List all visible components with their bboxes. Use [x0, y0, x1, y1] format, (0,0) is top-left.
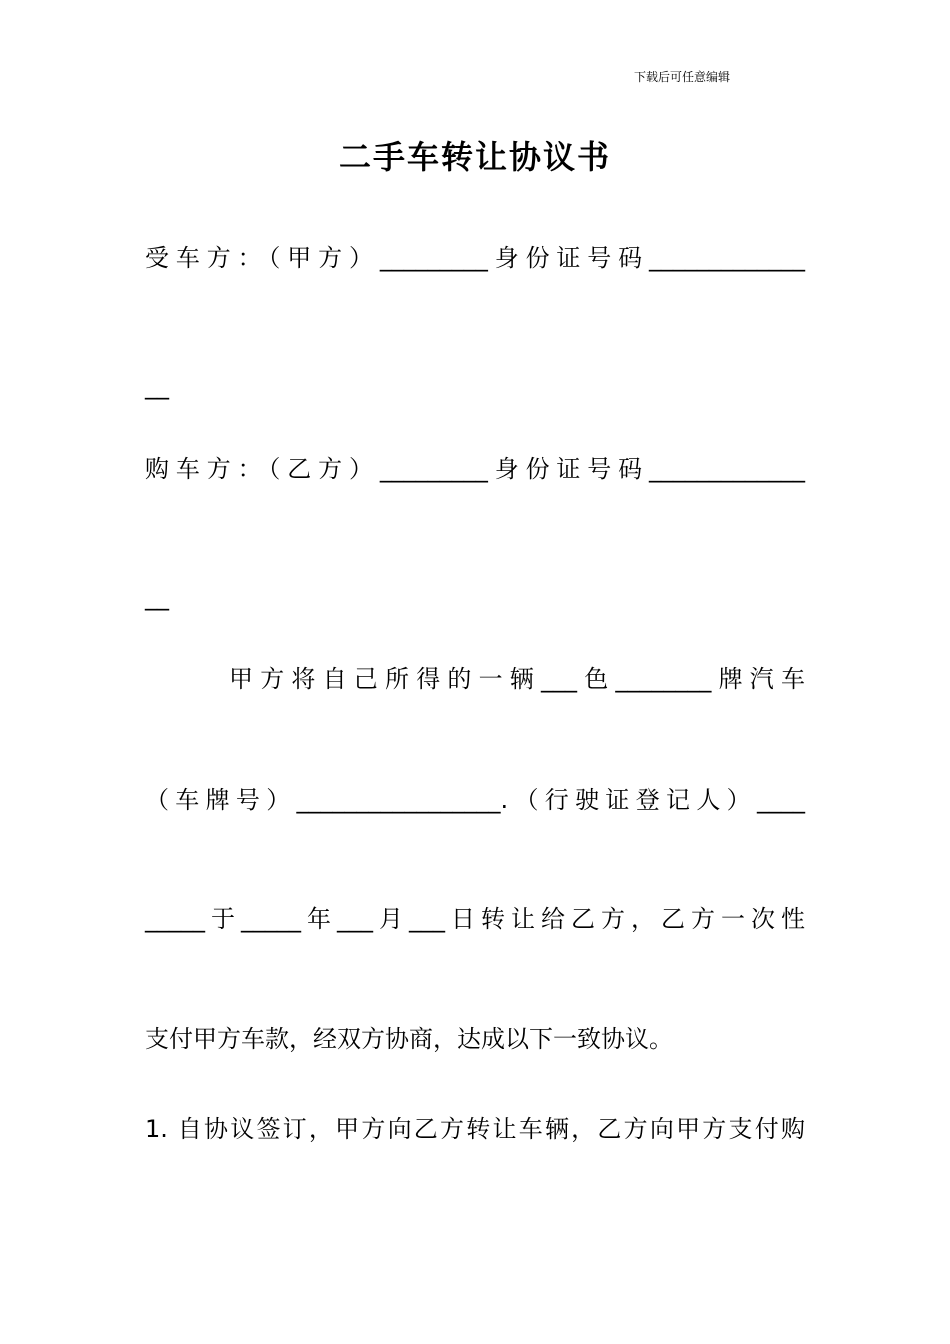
body-paragraph-line-4: 支付甲方车款，经双方协商，达成以下一致协议。	[145, 1025, 673, 1053]
body-paragraph-line-2: （车牌号）_________________.（行驶证登记人）____	[145, 786, 805, 814]
clause-1-line: 1. 自协议签订，甲方向乙方转让车辆，乙方向甲方支付购	[145, 1115, 805, 1143]
header-note: 下载后可任意编辑	[634, 70, 731, 84]
body-paragraph-line-3: _____于_____年___月___日转让给乙方，乙方一次性	[145, 905, 805, 933]
party-b-line-continuation: __	[145, 583, 169, 611]
party-a-line-continuation: __	[145, 372, 169, 400]
document-title: 二手车转让协议书	[338, 138, 611, 176]
party-b-line: 购车方：（乙方）_________身份证号码_____________	[145, 455, 805, 483]
body-paragraph-line-1: 甲方将自己所得的一辆___色________牌汽车	[229, 665, 805, 693]
party-a-line: 受车方：（甲方）_________身份证号码_____________	[145, 244, 805, 272]
